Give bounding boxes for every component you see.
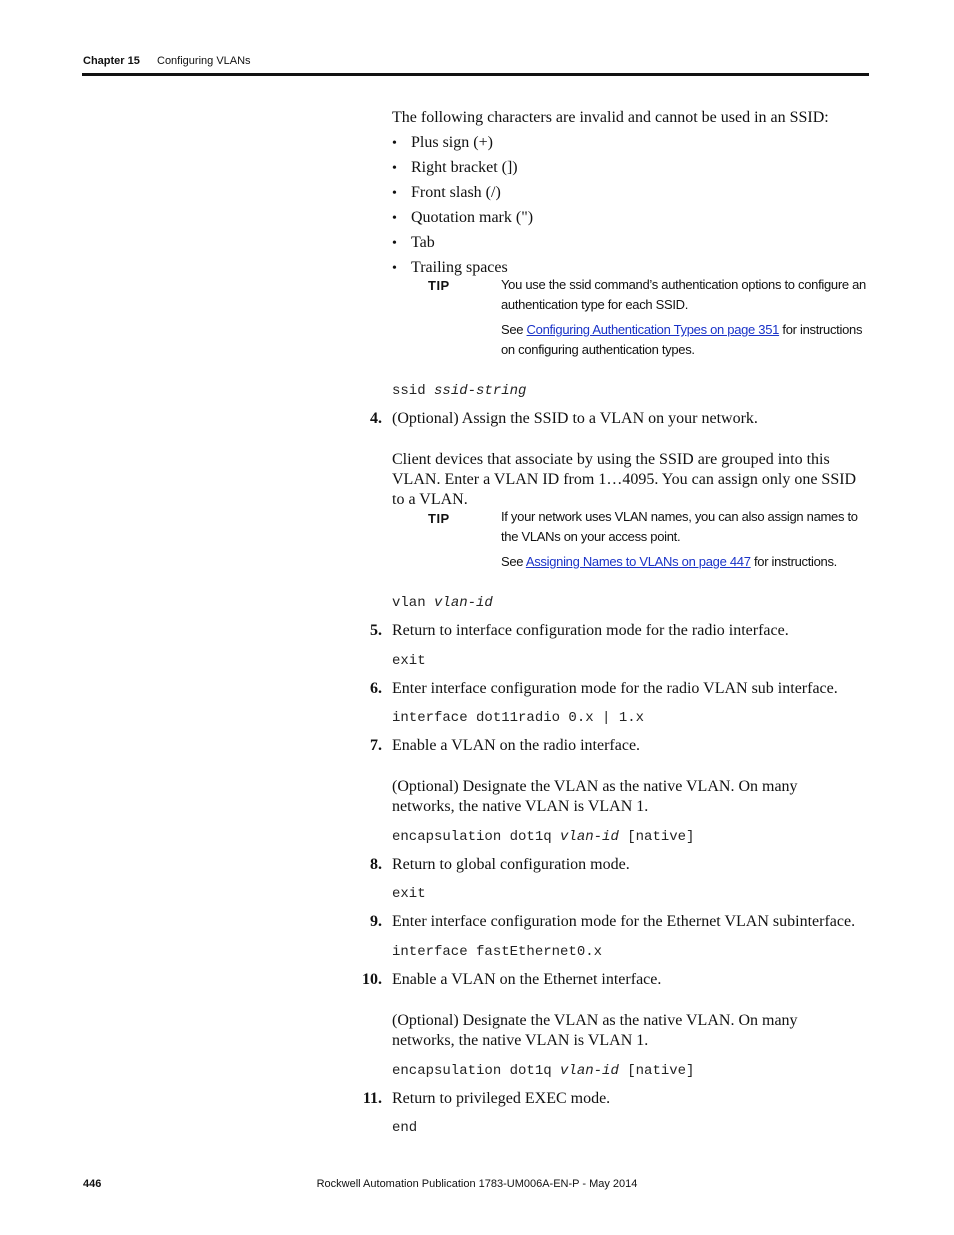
step-text: Enter interface configuration mode for the Ethernet VLAN subinterface. <box>392 913 856 930</box>
step-number: 9. <box>370 913 382 930</box>
step-text: Return to interface configuration mode for the radio interface. <box>392 622 789 639</box>
step-paragraph: (Optional) Designate the VLAN as the native VLAN. On many networks, the native VLAN is VLAN 1. <box>392 1012 798 1049</box>
tip-text: You use the ssid command’s authentication options to configure an authentication type for each SSID. <box>501 277 866 312</box>
intro-text: The following characters are invalid and cannot be used in an SSID: <box>392 109 829 126</box>
link-assigning-names-to-vlans[interactable]: Assigning Names to VLANs on page 447 <box>525 554 751 569</box>
step-text: Enable a VLAN on the Ethernet interface. <box>392 971 662 988</box>
code-exit: exit <box>392 886 426 902</box>
code-interface-radio: interface dot11radio 0.x | 1.x <box>392 710 645 726</box>
tip-text: If your network uses VLAN names, you can also assign names to the VLANs on your access point. <box>501 509 858 544</box>
step-number: 11. <box>362 1090 382 1107</box>
link-configuring-authentication-types[interactable]: Configuring Authentication Types on page 351 <box>526 322 780 337</box>
publication-footer: Rockwell Automation Publication 1783-UM006A-EN-P - May 2014 <box>316 1178 638 1190</box>
page-number: 446 <box>83 1178 102 1190</box>
list-item: • Tab <box>392 234 435 251</box>
chapter-title: Configuring VLANs <box>157 55 251 67</box>
code-exit: exit <box>392 653 426 669</box>
code-encapsulation: encapsulation dot1q vlan-id [native] <box>392 1063 695 1079</box>
step-number: 5. <box>370 622 382 639</box>
step-paragraph: (Optional) Designate the VLAN as the native VLAN. On many networks, the native VLAN is VLAN 1. <box>392 778 798 815</box>
code-ssid: ssid ssid-string <box>392 383 527 399</box>
chapter-label: Chapter 15 <box>83 55 140 67</box>
step-number: 10. <box>362 971 382 988</box>
code-vlan: vlan vlan-id <box>392 595 493 611</box>
step-text: (Optional) Assign the SSID to a VLAN on your network. <box>392 410 758 427</box>
list-item: • Plus sign (+) <box>392 134 493 151</box>
step-number: 7. <box>370 737 382 754</box>
step-number: 4. <box>370 410 382 427</box>
tip-see-text: See Configuring Authentication Types on page 351 for instructions on configuring authentication types. <box>501 322 863 357</box>
list-item: • Right bracket (]) <box>392 159 518 176</box>
list-item: • Trailing spaces <box>392 259 508 276</box>
header-rule <box>82 73 869 76</box>
step-text: Return to privileged EXEC mode. <box>392 1090 611 1107</box>
step-number: 8. <box>370 856 382 873</box>
list-item: • Front slash (/) <box>392 184 501 201</box>
list-item: • Quotation mark (") <box>392 209 534 226</box>
step-text: Return to global configuration mode. <box>392 856 630 873</box>
code-encapsulation: encapsulation dot1q vlan-id [native] <box>392 829 695 845</box>
tip-label: TIP <box>428 278 450 293</box>
tip-see-text: See Assigning Names to VLANs on page 447 for instructions. <box>501 554 837 569</box>
step-number: 6. <box>370 680 382 697</box>
code-interface-ethernet: interface fastEthernet0.x <box>392 944 603 960</box>
step-paragraph: Client devices that associate by using the SSID are grouped into this VLAN. Enter a VLAN ID from 1…4095. You can assign only one SSID to a VLAN. <box>392 451 857 508</box>
tip-label: TIP <box>428 511 450 526</box>
code-end: end <box>392 1120 418 1136</box>
step-text: Enable a VLAN on the radio interface. <box>392 737 641 754</box>
step-text: Enter interface configuration mode for the radio VLAN sub interface. <box>392 680 838 697</box>
